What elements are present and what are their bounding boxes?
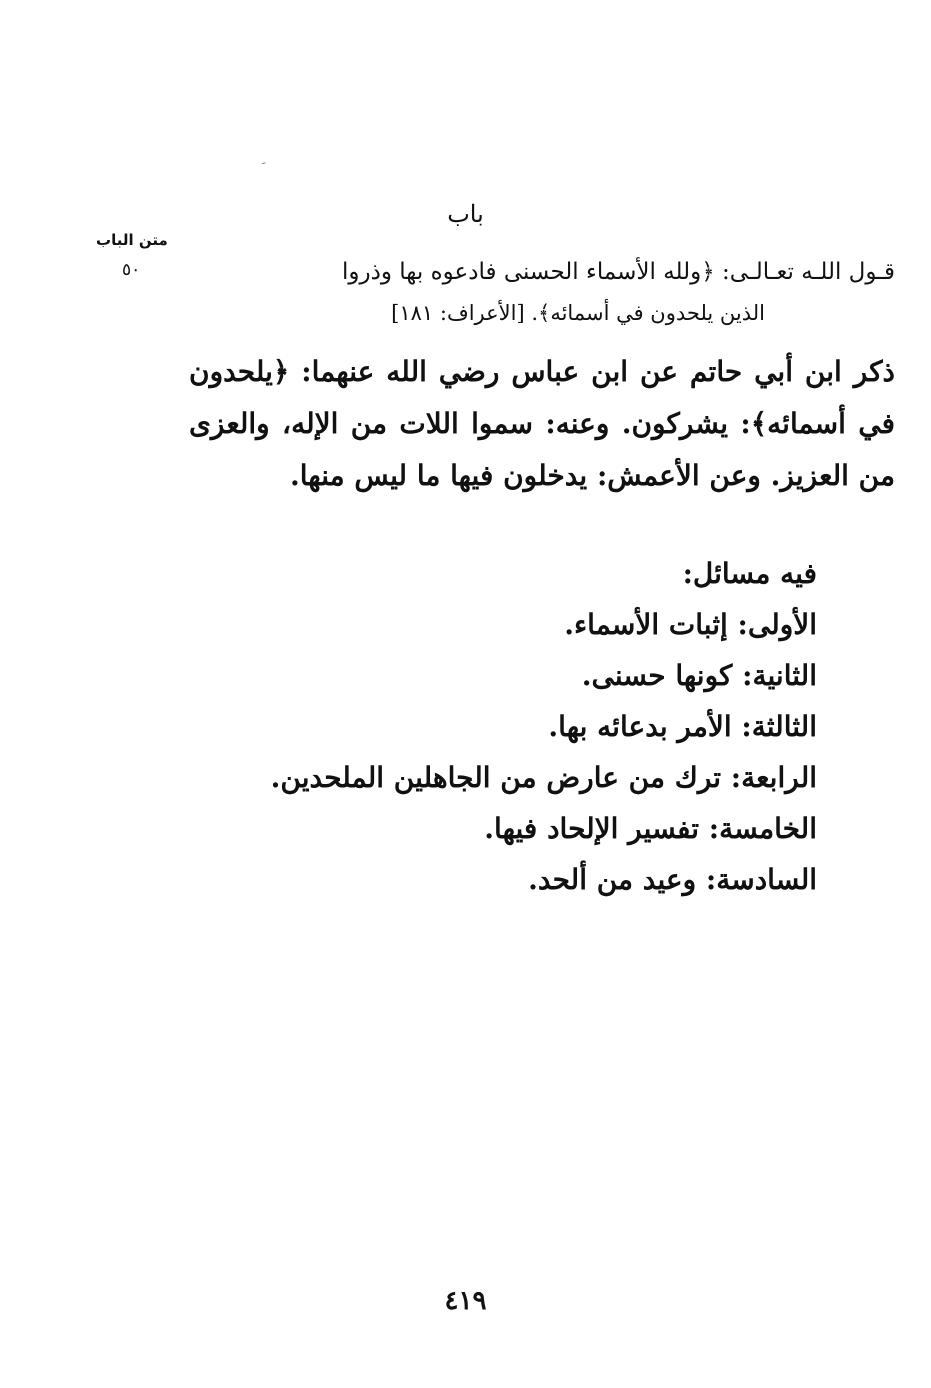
issue-item: الخامسة: تفسير الإلحاد فيها. [484,812,817,845]
print-speck: ﹶ [262,160,266,174]
issues-list [271,548,817,905]
issue-item: الثانية: كونها حسنى. [581,659,817,692]
chapter-number: ٥٠ [122,260,141,280]
issue-item: السادسة: وعيد من ألحد. [528,863,817,896]
matn-first-line: قـول اللـه تعـالـى: ﴿ولله الأسماء الحسنى فادعوه بها وذروا [342,259,895,285]
issues-heading: فيه مسائل: [682,557,817,590]
chapter-title: باب [447,200,484,228]
matn-second-line: الذين يلحدون في أسمائه﴾. [الأعراف: ١٨١] [391,301,765,325]
page-number: ٤١٩ [444,1286,487,1316]
commentary-paragraph: ذكر ابن أبي حاتم عن ابن عباس رضي الله عنهما: ﴿يلحدون في أسمائه﴾: يشركون. وعنه: سموا اللات من الإله، والعزى من العزيز. وعن الأعمش: يدخلون فيها ما ليس منها. [189,355,895,492]
issue-item: الثالثة: الأمر بدعائه بها. [548,710,817,743]
margin-label: متن الباب [96,231,168,249]
issue-item: الأولى: إثبات الأسماء. [564,608,817,641]
issue-item: الرابعة: ترك من عارض من الجاهلين الملحدين. [270,761,817,794]
